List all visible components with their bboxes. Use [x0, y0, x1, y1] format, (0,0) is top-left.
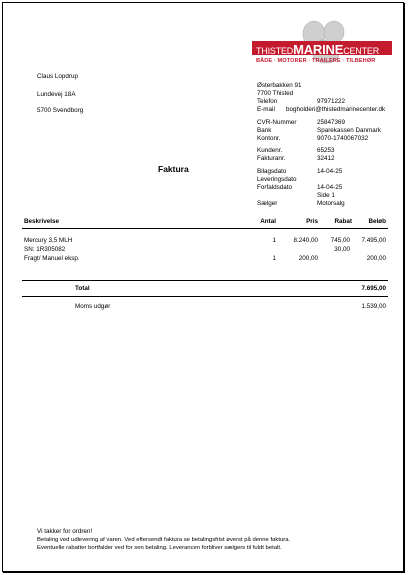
row-amount: 7.495,00 — [361, 237, 386, 244]
customer-street: Lundevej 18A — [37, 91, 76, 98]
row-description: Mercury 3,5 MLH — [24, 237, 73, 244]
invoice-no-value: 32412 — [317, 155, 335, 162]
invoice-no-label: Fakturanr. — [257, 155, 286, 162]
footer-payment-terms: Betaling ved udlevering af varen. Ved eftersendt faktura se betalingsfrist øverst på denne faktura. — [37, 537, 291, 543]
totals-top-rule — [22, 280, 388, 281]
customer-no-label: Kundenr. — [257, 147, 283, 154]
row-description: Fragt/ Manuel eksp. — [24, 255, 80, 262]
account-value: 9070-1740067032 — [317, 135, 369, 142]
vat-label: Moms udgør — [75, 303, 111, 310]
total-value: 7.695,00 — [361, 285, 386, 292]
totals-bottom-rule — [22, 296, 388, 297]
col-header-qty: Antal — [260, 218, 276, 225]
due-date-value: 14-04-25 — [317, 184, 343, 191]
account-label: Kontonr. — [257, 135, 281, 142]
cvr-label: CVR-Nummer — [257, 119, 297, 126]
row-price: 8.240,00 — [293, 237, 318, 244]
logo-suffix: CENTER — [343, 46, 379, 56]
logo-tagline: BÅDE · MOTORER · TRAILERE · TILBEHØR — [256, 58, 376, 64]
delivery-date-label: Leveringsdato — [257, 176, 297, 183]
row-price: 200,00 — [298, 255, 318, 262]
row-discount: 745,00 — [330, 237, 350, 244]
cvr-value: 25847369 — [317, 119, 346, 126]
col-header-price: Pris — [306, 218, 318, 225]
footer-discount-terms: Eventuelle rabatter bortfalder ved for sen betaling. Leverancen forbliver sælgers til fuldt betalt. — [37, 545, 282, 551]
doc-date-value: 14-04-25 — [317, 168, 343, 175]
row-description: SN: 1R305082 — [24, 246, 66, 253]
logo-wordmark — [256, 42, 379, 57]
doc-date-label: Bilagsdato — [257, 168, 287, 175]
customer-no-value: 65253 — [317, 147, 335, 154]
due-date-label: Forfaldsdato — [257, 184, 293, 191]
col-header-description: Beskrivelse — [24, 218, 60, 225]
customer-city: 5700 Svendborg — [37, 107, 84, 114]
email-label: E-mail — [257, 106, 275, 113]
company-street: Østerbakken 91 — [257, 82, 302, 89]
seller-value: Motorsalg — [317, 200, 345, 207]
row-qty: 1 — [272, 255, 276, 262]
bank-value: Sparekassen Danmark — [317, 127, 382, 134]
phone-value: 97971222 — [317, 98, 346, 105]
seller-label: Sælger — [257, 200, 278, 207]
company-city: 7700 Thisted — [257, 90, 294, 97]
vat-value: 1.539,00 — [361, 303, 386, 310]
table-header-rule — [22, 228, 388, 229]
row-discount: 30,00 — [334, 246, 350, 253]
col-header-discount: Rabat — [334, 218, 352, 225]
footer-thanks: Vi takker for ordren! — [37, 528, 93, 535]
row-amount: 200,00 — [366, 255, 386, 262]
email-value: bogholderi@thistedmarinecenter.dk — [286, 106, 386, 113]
row-qty: 1 — [272, 237, 276, 244]
total-label: Total — [75, 285, 90, 292]
company-logo — [252, 20, 392, 72]
bank-label: Bank — [257, 127, 272, 134]
logo-prefix: THISTED — [256, 46, 294, 56]
page-number: Side 1 — [317, 192, 335, 199]
col-header-amount: Beløb — [368, 218, 386, 225]
logo-main: MARINE — [293, 42, 344, 57]
invoice-title: Faktura — [158, 164, 189, 174]
customer-name: Claus Lopdrup — [37, 73, 78, 80]
phone-label: Telefon — [257, 98, 278, 105]
